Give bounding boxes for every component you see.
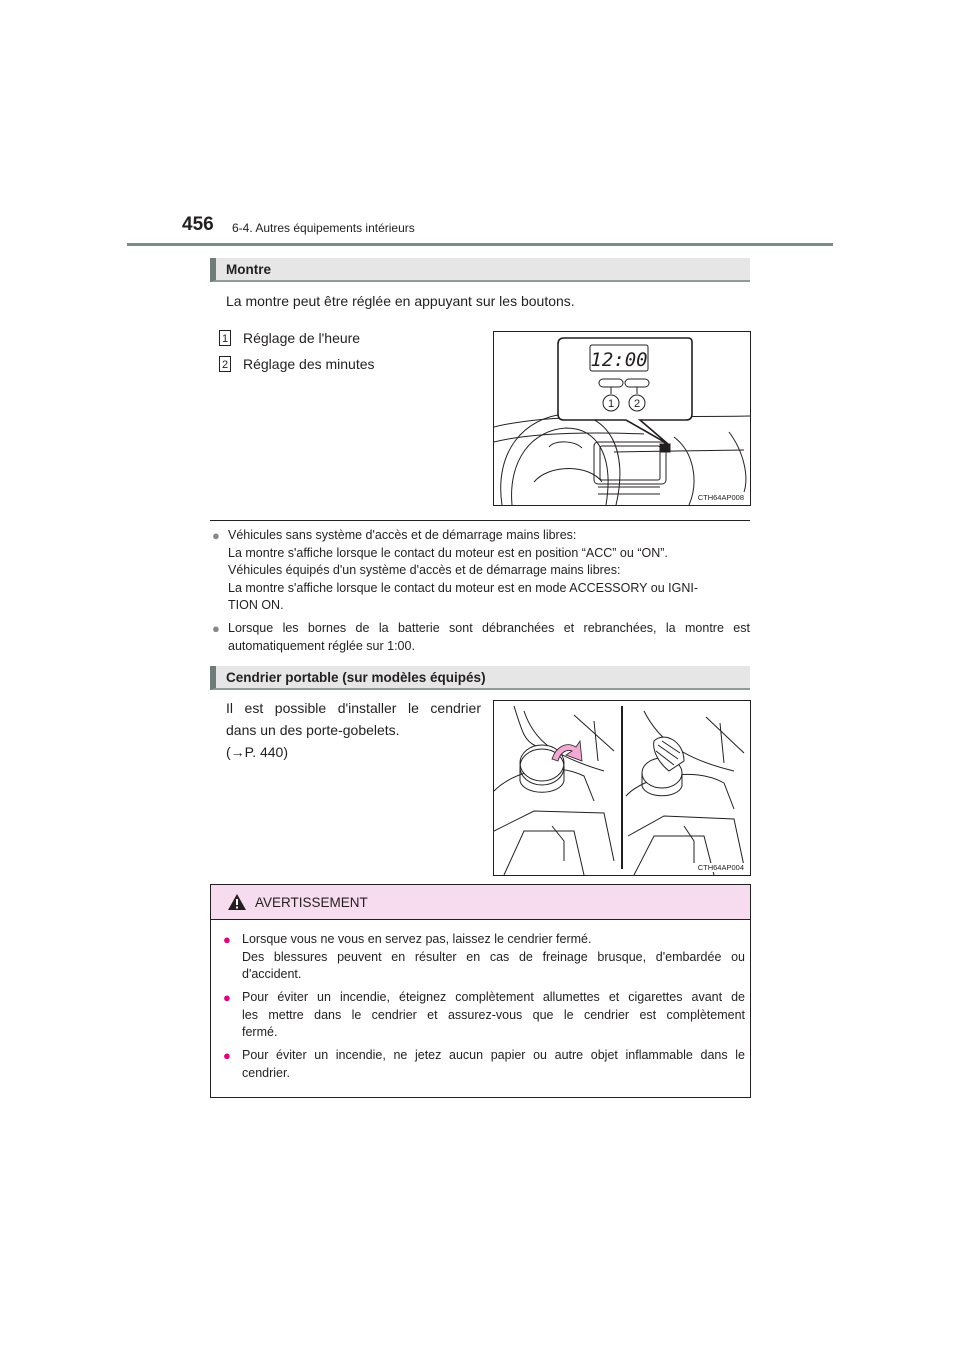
callout-label-2: 2 bbox=[633, 398, 641, 410]
note-line: Lorsque les bornes de la batterie sont débranchées et rebranchées, la montre est bbox=[228, 621, 750, 635]
note-line: Véhicules équipés d'un système d'accès et de démarrage mains libres: bbox=[228, 563, 621, 577]
ashtray-figure bbox=[493, 700, 751, 876]
note-line: Véhicules sans système d'accès et de démarrage mains libres: bbox=[228, 528, 577, 542]
warning-header bbox=[211, 885, 750, 920]
open-arrow-icon bbox=[552, 741, 582, 761]
warning-item bbox=[223, 1047, 745, 1082]
chapter-title: 6-4. Autres équipements intérieurs bbox=[232, 221, 415, 235]
warning-line: cendrier. bbox=[242, 1065, 290, 1080]
warning-line: Lorsque vous ne vous en servez pas, laissez le cendrier fermé. bbox=[242, 932, 592, 946]
warning-box bbox=[210, 884, 751, 1098]
bullet-icon: ● bbox=[212, 528, 220, 543]
figure-code: CTH64AP008 bbox=[697, 493, 744, 502]
warning-line: fermé. bbox=[242, 1025, 278, 1039]
ashtray-body bbox=[226, 697, 481, 763]
figure-code: CTH64AP004 bbox=[697, 863, 744, 872]
note-divider bbox=[210, 520, 750, 521]
bullet-icon: ● bbox=[223, 1048, 231, 1063]
ashtray-page-reference[interactable]: (→P. 440) bbox=[226, 744, 288, 760]
clock-figure bbox=[493, 331, 751, 506]
dashboard-illustration bbox=[494, 332, 750, 505]
section-heading-clock-text: Montre bbox=[226, 262, 271, 277]
warning-line: Des blessures peuvent en résulter en cas de freinage brusque, d'embardée ou bbox=[242, 949, 745, 964]
ashtray-body-line: dans un des porte-gobelets. bbox=[226, 722, 400, 738]
warning-line: Pour éviter un incendie, ne jetez aucun papier ou autre objet inflammable dans le bbox=[242, 1048, 745, 1062]
note-item bbox=[212, 620, 750, 655]
callout-label-1: 1 bbox=[607, 398, 615, 410]
item-number-1: 1 bbox=[219, 330, 231, 346]
warning-line: Pour éviter un incendie, éteignez complètement allumettes et cigarettes avant de bbox=[242, 990, 745, 1004]
header-rule bbox=[127, 243, 833, 246]
item-label-hour: Réglage de l'heure bbox=[243, 330, 361, 346]
clock-display-time: 12:00 bbox=[590, 349, 648, 371]
bullet-icon: ● bbox=[223, 990, 231, 1005]
ashtray-illustration bbox=[494, 701, 750, 875]
bullet-icon: ● bbox=[223, 932, 231, 947]
section-heading-clock bbox=[210, 258, 750, 282]
ashtray-body-line: Il est possible d'installer le cendrier bbox=[226, 700, 481, 716]
note-line: TION ON. bbox=[228, 598, 284, 612]
warning-item bbox=[223, 931, 745, 984]
warning-triangle-icon bbox=[227, 893, 247, 911]
note-item bbox=[212, 527, 750, 615]
note-line: automatiquement réglée sur 1:00. bbox=[228, 638, 415, 653]
section-heading-ashtray-text: Cendrier portable (sur modèles équipés) bbox=[226, 670, 486, 685]
item-number-2: 2 bbox=[219, 356, 231, 372]
warning-line: d'accident. bbox=[242, 967, 302, 981]
page-number: 456 bbox=[182, 214, 214, 235]
bullet-icon: ● bbox=[212, 621, 220, 636]
item-label-minutes: Réglage des minutes bbox=[243, 356, 375, 372]
clock-intro: La montre peut être réglée en appuyant sur les boutons. bbox=[226, 293, 575, 309]
note-line: La montre s'affiche lorsque le contact du moteur est en position “ACC” ou “ON”. bbox=[228, 545, 668, 560]
note-line: La montre s'affiche lorsque le contact du moteur est en mode ACCESSORY ou IGNI- bbox=[228, 580, 698, 595]
warning-item bbox=[223, 989, 745, 1042]
section-heading-ashtray bbox=[210, 666, 750, 690]
warning-line: les mettre dans le cendrier et assurez-vous que le cendrier est complètement bbox=[242, 1007, 745, 1022]
warning-title: AVERTISSEMENT bbox=[255, 895, 368, 910]
